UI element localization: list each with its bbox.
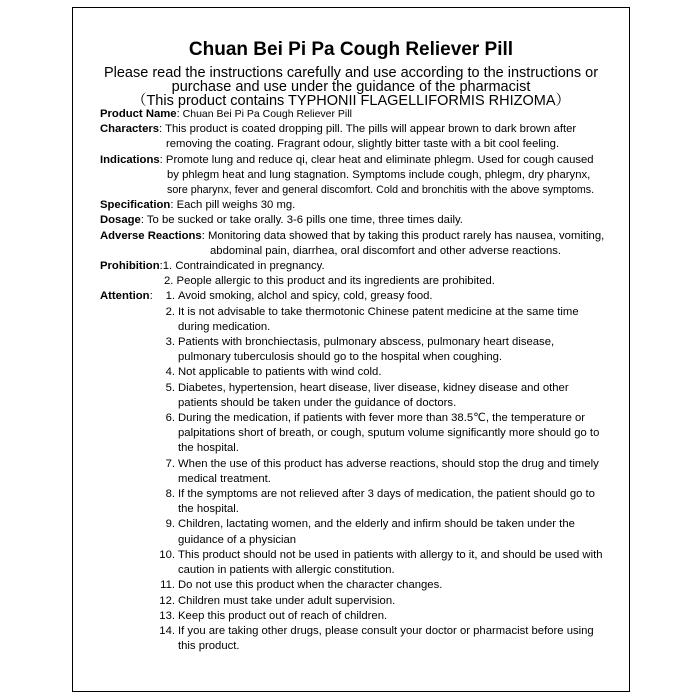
attention-text: It is not advisable to take thermotonic Chinese patent medicine at the same time during medication. — [178, 305, 579, 333]
prohibition-sep: : — [159, 260, 163, 273]
specification-text: Each pill weighs 30 mg. — [173, 199, 296, 212]
attention-text: This product should not be used in patients with allergy to it, and should be used with caution in patients with allergic constitution. — [178, 548, 603, 577]
attention-item — [100, 411, 605, 457]
attention-item — [100, 365, 605, 380]
section-indications — [100, 153, 605, 199]
intro-line-2: purchase and use under the guidance of the pharmacist — [171, 79, 531, 95]
attention-item — [100, 624, 605, 654]
indications-sep: : — [159, 153, 163, 166]
attention-item — [100, 289, 605, 304]
section-attention — [100, 289, 605, 654]
attention-text: Children, lactating women, and the elderly and infirm should be taken under the guidance of a physician — [178, 518, 575, 546]
attention-num: 3. — [165, 336, 175, 349]
characters-sep: : — [159, 123, 163, 136]
attention-num: 8. — [165, 488, 175, 501]
specification-sep: : — [170, 199, 174, 212]
attention-num: 11. — [160, 579, 175, 592]
indications-line-3: sore pharynx, fever and general discomfort. Cold and bronchitis with the above symptoms. — [167, 184, 595, 197]
section-characters — [100, 122, 605, 152]
attention-item — [100, 578, 605, 593]
attention-text: When the use of this product has adverse reactions, should stop the drug and timely medical treatment. — [178, 457, 599, 485]
dosage-sep: : — [140, 214, 144, 227]
attention-text: Not applicable to patients with wind cold. — [178, 366, 382, 379]
instructions-body — [100, 107, 605, 654]
attention-num: 4. — [165, 366, 175, 379]
attention-text: Do not use this product when the character changes. — [178, 579, 443, 592]
indications-line-2: by phlegm heat and lung stagnation. Symptoms include cough, phlegm, dry pharynx, — [167, 168, 591, 181]
indications-line-1: Promote lung and reduce qi, clear heat and eliminate phlegm. Used for cough caused — [162, 153, 594, 166]
attention-text: Keep this product out of reach of children. — [178, 609, 388, 622]
attention-num: 13. — [159, 609, 175, 622]
attention-item — [100, 381, 605, 411]
attention-item — [100, 517, 605, 547]
prohibition-num: 1. — [162, 260, 173, 273]
indications-label: Indications — [100, 153, 160, 166]
prohibition-text: Contraindicated in pregnancy. — [172, 260, 325, 273]
section-dosage — [100, 213, 605, 228]
section-prohibition — [100, 259, 605, 289]
intro-text — [72, 66, 630, 108]
attention-text: Patients with bronchiectasis, pulmonary abscess, pulmonary heart disease, pulmonary tuberculosis should go to the hospital when coughing. — [178, 336, 555, 364]
intro-line-1: Please read the instructions carefully and use according to the instructions or — [103, 65, 599, 81]
attention-num: 1. — [165, 290, 175, 303]
adverse-sep: : — [201, 229, 205, 242]
prohibition-num: 2. — [164, 275, 174, 288]
attention-num: 10. — [159, 548, 175, 561]
characters-line-1: This product is coated dropping pill. The pills will appear brown to dark brown after — [162, 123, 577, 136]
attention-num: 12. — [159, 594, 175, 607]
prohibition-item — [100, 259, 605, 274]
attention-num: 7. — [165, 457, 175, 470]
dosage-text: To be sucked or take orally. 3-6 pills one time, three times daily. — [143, 214, 463, 227]
attention-num: 2. — [165, 305, 175, 318]
characters-line-2: removing the coating. Fragrant odour, slightly bitter taste with a bit cool feeling. — [166, 138, 560, 151]
prohibition-text: People allergic to this product and its ingredients are prohibited. — [173, 275, 495, 288]
prohibition-label: Prohibition — [100, 260, 160, 273]
attention-item — [100, 305, 605, 335]
attention-num: 14. — [159, 624, 175, 637]
product-name-text: Chuan Bei Pi Pa Cough Reliever Pill — [179, 108, 352, 120]
specification-label: Specification — [100, 199, 171, 212]
attention-text: Avoid smoking, alchol and spicy, cold, greasy food. — [178, 290, 433, 303]
attention-num: 9. — [165, 518, 175, 531]
attention-label-wrap — [100, 289, 153, 304]
adverse-line-2: abdominal pain, diarrhea, oral discomfort and other adverse reactions. — [210, 244, 562, 257]
attention-text: During the medication, if patients with fever more than 38.5℃, the temperature or palpitations short of breath, or cough, sputum volume significantly more should go to the hospital. — [178, 412, 600, 455]
attention-num: 5. — [165, 381, 175, 394]
attention-sep: : — [149, 290, 153, 303]
attention-item — [100, 548, 605, 578]
dosage-label: Dosage — [100, 214, 141, 227]
attention-item — [100, 594, 605, 609]
attention-text: If you are taking other drugs, please consult your doctor or pharmacist before using this product. — [178, 624, 594, 653]
section-specification — [100, 198, 605, 213]
attention-item — [100, 457, 605, 487]
product-name-sep: : — [176, 108, 180, 120]
product-title: Chuan Bei Pi Pa Cough Reliever Pill — [188, 39, 514, 60]
product-name-label: Product Name — [100, 108, 177, 120]
attention-text: Diabetes, hypertension, heart disease, liver disease, kidney disease and other patients should be taken under the guidance of doctors. — [178, 381, 569, 409]
attention-item — [100, 487, 605, 517]
intro-line-3: （This product contains TYPHONII FLAGELLIFORMIS RHIZOMA） — [131, 93, 571, 109]
attention-text: If the symptoms are not relieved after 3 days of medication, the patient should go to the hospital. — [178, 488, 595, 516]
section-product-name — [100, 107, 605, 122]
characters-label: Characters — [100, 123, 160, 136]
adverse-line-1: Monitoring data showed that by taking this product rarely has nausea, vomiting, — [204, 229, 605, 242]
attention-num: 6. — [165, 412, 175, 425]
attention-text: Children must take under adult supervision. — [178, 594, 396, 607]
attention-item — [100, 335, 605, 365]
attention-label: Attention — [100, 290, 150, 303]
adverse-label: Adverse Reactions — [100, 229, 202, 242]
prohibition-item — [100, 274, 605, 289]
attention-item — [100, 609, 605, 624]
section-adverse-reactions — [100, 229, 605, 259]
